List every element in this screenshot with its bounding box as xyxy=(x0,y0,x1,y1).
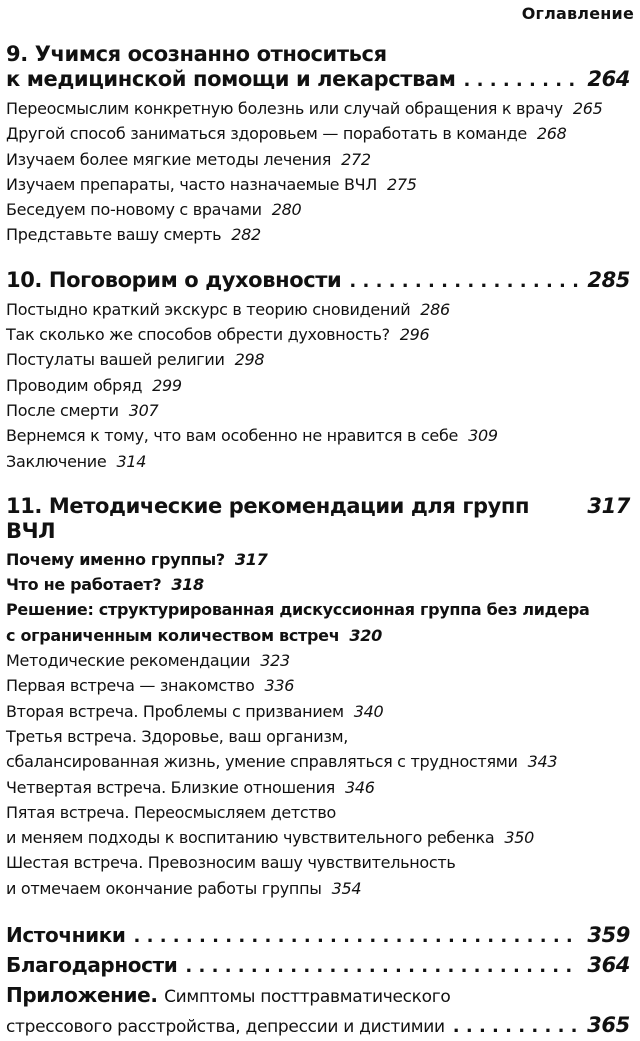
toc-entry[interactable] xyxy=(6,297,630,322)
thanks-title: Благодарности xyxy=(6,953,178,978)
dot-leader xyxy=(464,68,580,93)
entry-text: Изучаем более мягкие методы лечения xyxy=(6,149,332,169)
entry-page-number: 265 xyxy=(572,99,603,118)
toc-entry[interactable] xyxy=(6,547,630,572)
entry-page-number: 286 xyxy=(420,299,450,319)
entry-text: с ограниченным количеством встреч xyxy=(6,625,340,645)
chapter-title-row[interactable] xyxy=(6,494,630,544)
entry-text: После смерти xyxy=(6,400,119,420)
entry-text: Методические рекомендации xyxy=(6,651,251,671)
dot-leader xyxy=(349,269,579,294)
entry-page-number: 354 xyxy=(331,878,362,898)
dot-leader xyxy=(185,952,579,981)
entry-text: Вторая встреча. Проблемы с призванием xyxy=(6,701,344,721)
table-of-contents xyxy=(6,42,630,1041)
toc-entry-continuation[interactable] xyxy=(6,623,630,648)
chapter-title-line: 11. Методические рекомендации для групп ВЧЛ xyxy=(6,493,530,543)
entry-text: Заключение xyxy=(6,451,107,471)
toc-sources-row[interactable] xyxy=(6,921,630,951)
entry-text: Представьте вашу смерть xyxy=(6,225,222,245)
entry-text: и отмечаем окончание работы группы xyxy=(6,878,322,898)
toc-entry-continuation[interactable] xyxy=(6,825,630,850)
chapter-title-row[interactable] xyxy=(6,67,630,93)
toc-entry[interactable] xyxy=(6,147,630,172)
entry-text: Вернемся к тому, что вам особенно не нравится в себе xyxy=(6,426,459,446)
chapter-page-number: 285 xyxy=(587,267,630,292)
section-list xyxy=(6,297,630,474)
entry-page-number: 336 xyxy=(264,676,295,696)
entry-page-number: 314 xyxy=(116,451,147,471)
entry-text: Третья встреча. Здоровье, ваш организм, xyxy=(6,726,349,746)
sources-title: Источники xyxy=(6,923,126,948)
appendix-page-number: 365 xyxy=(587,1013,630,1038)
appendix-description: стрессового расстройства, депрессии и дистимии xyxy=(6,1017,445,1038)
entry-text: Что не работает? xyxy=(6,575,162,595)
sources-page-number: 359 xyxy=(587,923,630,948)
chapter-title-row[interactable] xyxy=(6,268,630,294)
toc-entry[interactable] xyxy=(6,172,630,197)
running-head: Оглавление xyxy=(521,4,634,23)
entry-page-number: 317 xyxy=(234,549,268,569)
toc-entry[interactable] xyxy=(6,724,630,749)
thanks-page-number: 364 xyxy=(587,953,630,978)
toc-entry[interactable] xyxy=(6,572,630,597)
toc-thanks-row[interactable] xyxy=(6,951,630,981)
entry-page-number: 320 xyxy=(349,625,382,645)
toc-entry[interactable] xyxy=(6,648,630,673)
entry-page-number: 323 xyxy=(260,651,290,671)
toc-entry[interactable] xyxy=(6,96,630,121)
toc-entry[interactable] xyxy=(6,322,630,347)
toc-entry[interactable] xyxy=(6,699,630,724)
entry-text: Постулаты вашей религии xyxy=(6,350,225,370)
chapter-title-line: 9. Учимся осознанно относиться xyxy=(6,42,387,66)
entry-text: Шестая встреча. Превозносим вашу чувствительность xyxy=(6,853,456,873)
toc-appendix-continuation[interactable] xyxy=(6,1012,630,1041)
toc-entry-continuation[interactable] xyxy=(6,749,630,774)
entry-page-number: 350 xyxy=(504,828,535,848)
toc-entry[interactable] xyxy=(6,800,630,825)
toc-entry[interactable] xyxy=(6,373,630,398)
chapter-page-number: 264 xyxy=(587,67,630,91)
entry-text: Первая встреча — знакомство xyxy=(6,676,255,696)
toc-entry-continuation[interactable] xyxy=(6,876,630,901)
appendix-title: Приложение. xyxy=(6,983,158,1008)
entry-text: Пятая встреча. Переосмысляем детство xyxy=(6,802,337,822)
entry-text: сбалансированная жизнь, умение справляться с трудностями xyxy=(6,752,518,772)
entry-text: Другой способ заниматься здоровьем — поработать в команде xyxy=(6,124,527,144)
toc-entry[interactable] xyxy=(6,850,630,875)
entry-page-number: 299 xyxy=(152,375,182,395)
entry-text: Почему именно группы? xyxy=(6,549,225,569)
entry-page-number: 275 xyxy=(387,174,417,194)
toc-entry[interactable] xyxy=(6,347,630,372)
toc-appendix-row[interactable] xyxy=(6,981,630,1012)
entry-page-number: 272 xyxy=(341,149,371,169)
entry-page-number: 343 xyxy=(527,752,558,772)
entry-page-number: 346 xyxy=(345,777,375,797)
entry-text: Изучаем препараты, часто назначаемые ВЧЛ xyxy=(6,174,378,194)
entry-page-number: 307 xyxy=(128,400,159,420)
entry-text: Проводим обряд xyxy=(6,375,143,395)
chapter-9 xyxy=(6,42,630,248)
toc-entry[interactable] xyxy=(6,597,630,622)
chapter-title-line: к медицинской помощи и лекарствам xyxy=(6,67,456,91)
dot-leader xyxy=(133,922,579,951)
entry-text: и меняем подходы к воспитанию чувствительного ребенка xyxy=(6,828,495,848)
chapter-10 xyxy=(6,268,630,474)
entry-page-number: 340 xyxy=(353,701,384,721)
appendix-description: Симптомы посттравматического xyxy=(164,987,451,1008)
entry-text: Решение: структурированная дискуссионная группа без лидера xyxy=(6,600,590,620)
entry-text: Четвертая встреча. Близкие отношения xyxy=(6,777,336,797)
toc-entry[interactable] xyxy=(6,449,630,474)
entry-page-number: 296 xyxy=(399,325,430,345)
chapter-11 xyxy=(6,494,630,901)
toc-entry[interactable] xyxy=(6,197,630,222)
entry-text: Так сколько же способов обрести духовность? xyxy=(6,325,390,345)
toc-entry[interactable] xyxy=(6,398,630,423)
entry-page-number: 309 xyxy=(468,426,498,446)
entry-page-number: 268 xyxy=(536,124,567,144)
chapter-page-number: 317 xyxy=(587,493,630,518)
entry-text: Постыдно краткий экскурс в теорию сновидений xyxy=(6,299,411,319)
toc-entry[interactable] xyxy=(6,222,630,247)
chapter-title-line: 10. Поговорим о духовности xyxy=(6,267,342,292)
entry-page-number: 298 xyxy=(234,350,265,370)
toc-entry[interactable] xyxy=(6,673,630,698)
dot-leader xyxy=(453,1013,579,1040)
toc-entry[interactable] xyxy=(6,121,630,146)
entry-page-number: 318 xyxy=(171,575,204,595)
section-list xyxy=(6,96,630,248)
entry-page-number: 282 xyxy=(231,225,261,245)
end-matter xyxy=(6,921,630,1041)
entry-page-number: 280 xyxy=(271,200,302,220)
entry-text: Беседуем по-новому с врачами xyxy=(6,200,262,220)
section-list xyxy=(6,547,630,901)
entry-text: Переосмыслим конкретную болезнь или случай обращения к врачу xyxy=(6,99,563,118)
toc-entry[interactable] xyxy=(6,423,630,448)
toc-entry[interactable] xyxy=(6,775,630,800)
